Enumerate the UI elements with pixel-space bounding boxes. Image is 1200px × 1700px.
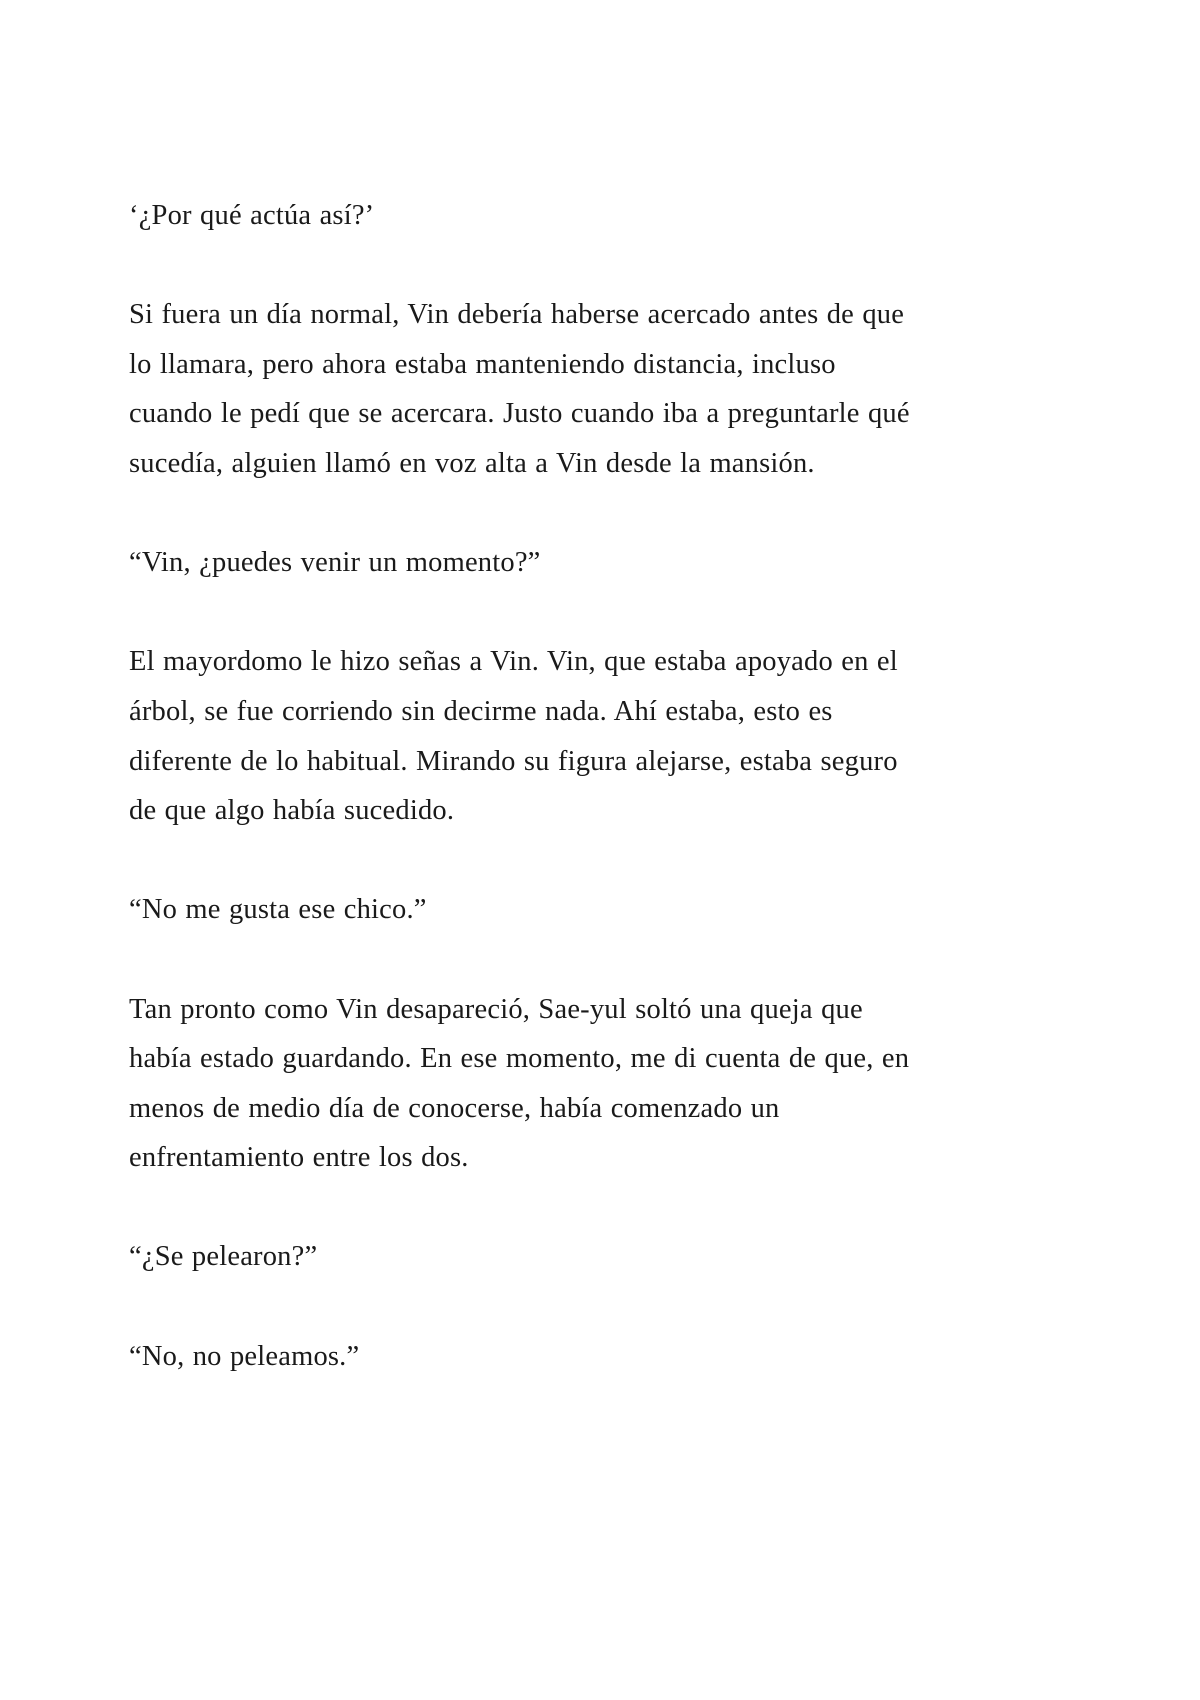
text-line: de que algo había sucedido. — [129, 795, 455, 827]
text-line: El mayordomo le hizo señas a Vin. Vin, que estaba apoyado en el — [129, 646, 898, 678]
text-line: Tan pronto como Vin desapareció, Sae-yul soltó una queja que — [129, 993, 863, 1025]
document-page — [129, 191, 1069, 1431]
text-line: había estado guardando. En ese momento, me di cuenta de que, en — [129, 1043, 910, 1075]
text-line: sucedía, alguien llamó en voz alta a Vin desde la mansión. — [129, 447, 815, 479]
text-line: cuando le pedí que se acercara. Justo cuando iba a preguntarle qué — [129, 398, 910, 430]
narration-paragraph — [129, 985, 1069, 1183]
dialogue-paragraph — [129, 1332, 1069, 1382]
text-line: árbol, se fue corriendo sin decirme nada. Ahí estaba, esto es — [129, 695, 833, 727]
text-line: “Vin, ¿puedes venir un momento?” — [129, 547, 541, 579]
text-line: “No me gusta ese chico.” — [129, 894, 427, 926]
text-line: diferente de lo habitual. Mirando su figura alejarse, estaba seguro — [129, 745, 898, 777]
narration-paragraph — [129, 290, 1069, 488]
text-line: Si fuera un día normal, Vin debería haberse acercado antes de que — [129, 299, 905, 331]
dialogue-paragraph — [129, 1232, 1069, 1282]
text-line: “¿Se pelearon?” — [129, 1241, 318, 1273]
text-line: ‘¿Por qué actúa así?’ — [129, 200, 375, 231]
text-line: “No, no peleamos.” — [129, 1340, 360, 1372]
text-line: enfrentamiento entre los dos. — [129, 1142, 469, 1174]
thought-paragraph — [129, 191, 1069, 241]
text-line: menos de medio día de conocerse, había comenzado un — [129, 1092, 780, 1124]
dialogue-paragraph — [129, 885, 1069, 935]
narration-paragraph — [129, 637, 1069, 835]
dialogue-paragraph — [129, 538, 1069, 588]
text-line: lo llamara, pero ahora estaba manteniendo distancia, incluso — [129, 348, 836, 380]
